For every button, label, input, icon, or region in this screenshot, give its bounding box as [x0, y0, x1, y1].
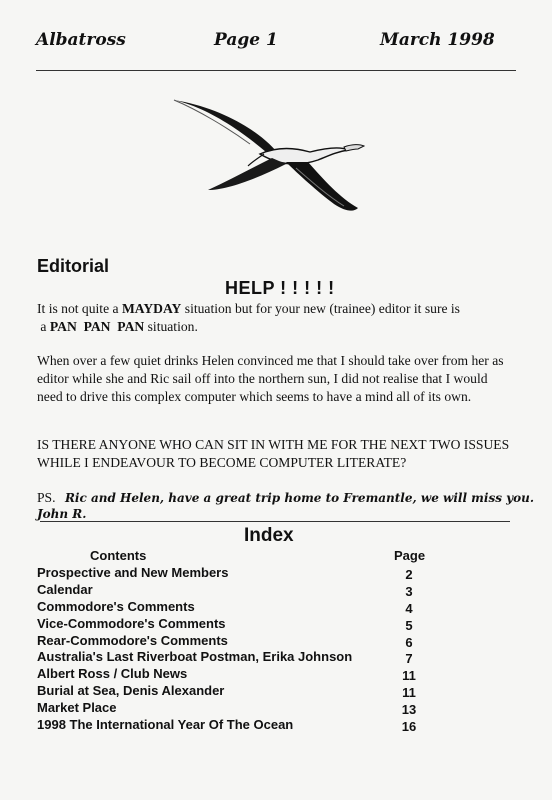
index-item-page: 2: [405, 567, 413, 582]
index-item-page: 11: [402, 685, 416, 701]
index-item-title: Australia's Last Riverboat Postman, Erika Johnson: [37, 649, 353, 665]
index-item-title: Prospective and New Members: [37, 565, 229, 580]
ps-label: PS.: [37, 490, 56, 505]
ps-signature: Ric and Helen, have a great trip home to Fremantle, we will miss you. John R.: [37, 491, 535, 521]
p1-text-c: a: [40, 319, 50, 334]
index-item-page: 3: [405, 583, 413, 599]
index-item: [37, 565, 477, 582]
editorial-paragraph-1: [37, 300, 513, 336]
index-divider: [40, 521, 510, 522]
albatross-bird-icon: [168, 94, 372, 216]
help-headline: HELP ! ! ! ! !: [225, 278, 335, 298]
panpan-text: PAN PAN PAN: [49, 319, 145, 334]
index-item: [37, 599, 477, 616]
p1-text-a: It is not quite a: [37, 301, 122, 316]
p1-text-b: situation but for your new (trainee) editor it sure is: [181, 301, 460, 316]
index-item-title: Commodore's Comments: [37, 598, 195, 614]
index-item: [37, 717, 477, 734]
header-divider: [36, 70, 516, 71]
index-item-page: 16: [401, 719, 417, 735]
index-item-page: 6: [405, 634, 413, 650]
index-item: [37, 582, 477, 599]
index-item: [37, 616, 477, 633]
index-item-page: 13: [401, 702, 417, 718]
index-item-title: Rear-Commodore's Comments: [37, 632, 228, 648]
index-item-page: 11: [402, 668, 416, 684]
index-item: [37, 666, 477, 683]
editorial-heading: Editorial: [37, 256, 110, 276]
index-item-title: Market Place: [37, 700, 117, 716]
index-col-contents: Contents: [90, 548, 147, 563]
editorial-postscript: [37, 490, 552, 522]
index-item: [37, 649, 477, 666]
index-item-title: Calendar: [37, 581, 93, 597]
p1-text-d: situation.: [144, 319, 198, 334]
page-header: [36, 30, 514, 56]
index-item-page: 4: [405, 600, 413, 616]
index-item: [37, 683, 477, 700]
mayday-text: MAYDAY: [121, 301, 182, 316]
index-list: [37, 565, 477, 734]
index-heading: Index: [244, 525, 294, 546]
index-item-page: 7: [405, 651, 413, 667]
index-item-title: Burial at Sea, Denis Alexander: [37, 683, 225, 699]
header-newsletter-name: Albatross: [36, 30, 126, 50]
header-date: March 1998: [380, 30, 495, 50]
index-item-title: Vice-Commodore's Comments: [37, 615, 226, 631]
index-item: [37, 700, 477, 717]
index-item-title: 1998 The International Year Of The Ocean: [37, 717, 294, 733]
index-col-page: Page: [394, 548, 426, 563]
header-page-number: Page 1: [214, 30, 278, 50]
editorial-paragraph-3: IS THERE ANYONE WHO CAN SIT IN WITH ME FOR THE NEXT TWO ISSUES WHILE I ENDEAVOUR TO BECOME COMPUTER LITERATE?: [37, 437, 510, 470]
index-item-page: 5: [405, 617, 413, 633]
index-item: [37, 633, 477, 650]
editorial-paragraph-2: When over a few quiet drinks Helen convinced me that I should take over from her as editor while she and Ric sail off into the northern sun, I did not realise that I would need to drive this complex computer which seems to have a mind all of its own.: [37, 353, 504, 404]
index-item-title: Albert Ross / Club News: [37, 666, 188, 682]
